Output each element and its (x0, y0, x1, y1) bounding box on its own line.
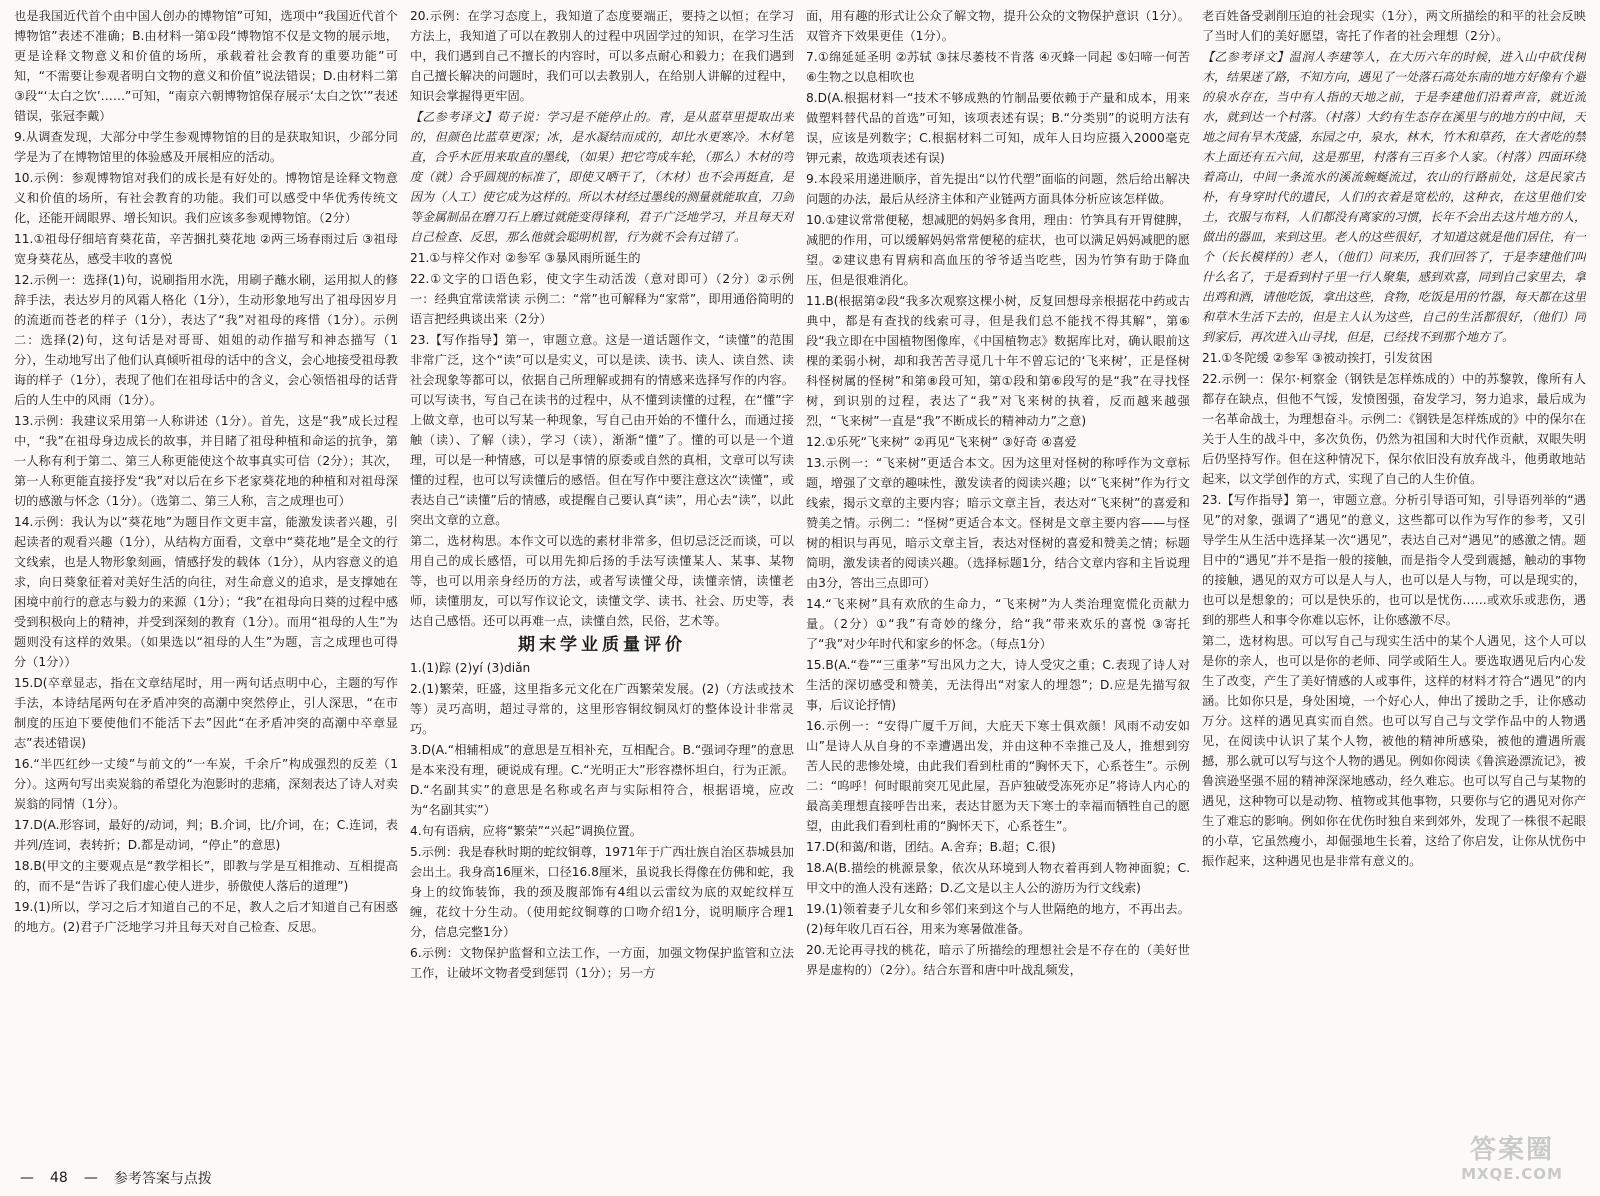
section-item: 6.示例：文物保护监督和立法工作，一方面，加强文物保护监管和立法工作，让破坏文物者受到惩罚（1分）；另一方 (410, 946, 794, 980)
section-item: 2.(1)繁荣，旺盛，这里指多元文化在广西繁荣发展。(2)（方法或技术等）灵巧高明，超过寻常的，这里形容铜纹铜凤灯的整体设计非常灵巧。 (410, 682, 794, 736)
page-number: 48 (50, 1170, 68, 1186)
answer-paragraph: 19.(1)领着妻子儿女和乡邻们来到这个与人世隔绝的地方，不再出去。(2)每年收几百石谷，用来为寒暑做准备。 (806, 902, 1190, 936)
page-footer (20, 1168, 212, 1188)
answer-paragraph: 10.①建议常常便秘，想减肥的妈妈多食用，理由：竹笋具有开胃健脾，减肥的作用，可以缓解妈妈常常便秘的症状，也可以满足妈妈减肥的愿望。②建议患有胃病和高血压的爷爷适当吃些，因为竹笋有助于降血压，但是很难消化。 (806, 213, 1190, 287)
answer-paragraph: 第二，选材构思。可以写自己与现实生活中的某个人遇见，这个人可以是你的亲人，也可以是你的老师、同学或陌生人。要选取遇见后内心发生了改变，产生了美好情感的人或事件，这样的材料才符合“遇见”的内涵。比如你只是，身处困境，一个好心人，伸出了援助之手，让你感动万分。这样的遇见真实而自然。也可以写自己与文学作品中的人物遇见，在阅读中认识了某个人物，被他的精神所感染，被他的遭遇所震撼，那么就可以写与这个人物的遇见。例如你阅读《鲁滨逊漂流记》，被鲁滨逊坚强不屈的精神深深地感动，经久难忘。也可以写自己与某物的遇见，这种物可以是动物、植物或其他事物，只要你与它的遇见对你产生了难忘的影响。例如你在优伤时独自来到郊外，发现了一株很不起眼的小草，它虽然瘦小，却倔强地生长着，这给了你启发，让你从忧伤中振作起来，这种遇见也是非常有意义的。 (1202, 634, 1586, 868)
column-4 (1202, 6, 1586, 1156)
answer-paragraph: 11.B(根据第②段“我多次观察这棵小树，反复回想母亲根据花中药或古典中，都是有查找的线索可寻，但是我们总不能找不得其解”，第⑥段“我立即在中国植物图像库，《中国植物志》数据库比对，确认眼前这棵的柔弱小树，却和我苦苦寻觅几十年不曾忘记的‘飞来树’，正是怪树科怪树属的怪树”和第⑧段可知，第①段和第⑥段写的是“我”在寻找怪树，到识别的过程，表达了“我”对飞来树的执着，反而越来越强烈，“飞来树”一直是“我”不断成长的精神动力”之意) (806, 294, 1190, 428)
column-2 (410, 6, 794, 1156)
answer-paragraph: 19.(1)所以，学习之后才知道自己的不足，教人之后才知道自己有困惑的地方。(2)君子广泛地学习并且每天对自己检查、反思。 (14, 900, 398, 934)
translation-paragraph: 【乙参考译文】温润人李建等人，在大历六年的时候，进入山中砍伐树木，结果迷了路，不知方向，遇见了一处落石高处东南的地方好像有个避的泉水存在，当中有人指的天地之前，于是李建他们沿着声音，就近流水，就到达一个村落。（村落）大约有生态存在溪里与的地方的中间，天地之间有旱木茂盛，东园之中，泉水，林木，竹木和草药，在大者吃的禁木上面还有五六间，这是那里，村落有三百多个人家。（村落）四面环绕着高山，中间一条流水的溪流蜿蜒流过，农山的行路前处，这是民家古朴，有身穿时代的遗民，人们的衣着是宽松的，这种衣，在这里他们安土，衣服与布料，人们都没有离家的习惯，长年不会出去这片地方的人，做出的器皿，来到这里。老人的这些很好，才知道这就是他们居住，有一个（长长模样的）老人，（他们）问来历，我们回答了，于是李建他们叫什么名了，于是看到村子里一行人聚集，感到欢喜，同到自己家里去，拿出鸡和酒，请他吃饭，拿出这些，食物，吃饭是用的竹器，每天都在这里和草木生活下去的，但是主人认为这些，自己的生活都很好，（他们）同到家后，再次进入山寻找，但是，已经找不到那个地方了。 (1202, 50, 1586, 344)
section-title: 期末学业质量评价 (518, 635, 686, 655)
answer-paragraph: 14.“飞来树”具有欢欣的生命力，“飞来树”为人类治理宽慌化贡献力量。（2分）①“我”有奇妙的缘分，给“我”带来欢乐的喜悦 ③寄托了“我”对少年时代和家乡的怀念。（每点1分） (806, 597, 1190, 651)
watermark-main-text: 答案圈 (1469, 1135, 1554, 1165)
answer-paragraph: 9.从调查发现，大部分中学生参观博物馆的目的是获取知识，少部分同学是为了在博物馆里的体验感及开展相应的活动。 (14, 130, 398, 164)
answer-paragraph: 9.本段采用递进顺序，首先提出“以竹代塑”面临的问题，然后给出解决问题的办法，最后从经济主体和产业链两方面具体分析应该怎样做。 (806, 172, 1190, 206)
answer-paragraph: 17.D(A.形容词，最好的/动词，判；B.介词，比/介词，在；C.连词，表并列/连词，表转折；D.都是动词，“停止”的意思) (14, 818, 398, 852)
column-1 (14, 6, 398, 1156)
column-3 (806, 6, 1190, 1156)
answer-paragraph: 11.①祖母仔细培育葵花苗，辛苦捆扎葵花地 ②两三场春雨过后 ③祖母宽身葵花丛，感受丰收的喜悦 (14, 232, 398, 266)
answer-paragraph: 14.示例：我认为以“葵花地”为题目作文更丰富，能激发读者兴趣，引起读者的观看兴趣（1分），从结构方面看，文章中“葵花地”是全文的行文线索，也是人物形象刻画，情感抒发的载体（1分），从内容意义的追求，向日葵象征着对美好生活的向往，对生命意义的追求，是支撑她在困境中前行的意志与毅力的来源（1分）；“我”在祖母向日葵的过程中感受到积极向上的精神，并受到深刻的教育（1分）。而用“祖母的人生”为题则没有这样的效果。（如果选以“祖母的人生”为题，言之成理也可得分（1分）） (14, 515, 398, 669)
page-dash: — (83, 1170, 98, 1186)
section-item: 4.句有语病，应将“繁荣”“兴起”调换位置。 (410, 824, 642, 838)
answer-paragraph: 22.①文字的口语色彩，使文字生动活泼（意对即可）（2分）②示例一：经典宜常读常读 示例二：“常”也可解释为“家常”，即用通俗简明的语言把经典谈出来（2分） (410, 272, 794, 326)
answer-paragraph: 21.①冬陀缓 ②参军 ③被动挨打，引发贫困 (1202, 351, 1433, 365)
answer-paragraph: 16.示例一：“安得广厦千万间，大庇天下寒士俱欢颜！风雨不动安如山”是诗人从自身的不幸遭遇出发，并由这种不幸推己及人，推想到穷苦人民的悲惨处境，由此我们看到杜甫的“胸怀天下，心系苍生”。示例二：“呜呼！何时眼前突兀见此屋，吾庐独破受冻死亦足”将诗人内心的最高美理想直接呼告出来，表达甘愿为天下寒士的幸福而牺牲自己的愿望，由此我们看到杜甫的“胸怀天下，心系苍生”。 (806, 719, 1190, 833)
answer-paragraph: 20.无论再寻找的桃花，暗示了所描绘的理想社会是不存在的（美好世界是虚构的）（2分）。结合东晋和唐中叶战乱频发， (806, 943, 1190, 977)
answer-paragraph: 老百姓备受剥削压迫的社会现实（1分），两文所描绘的和平的社会反映了当时人们的美好愿望，寄托了作者的社会理想（2分）。 (1202, 9, 1586, 43)
answer-paragraph: 23.【写作指导】第一，审题立意。分析引导语可知，引导语列举的“遇见”的对象，强调了“遇见”的意义，这些都可以作为写作的参考，又引导学生从生活中选择某一次“遇见”，表达自己对“遇见”的感激之情。题目中的“遇见”并不是指一般的接触，而是指令人受到震撼，触动的事物的接触，遇见的双方可以是人与人，也可以是人与物，可以是现实的，也可以是想象的；可以是快乐的，也可以是忧伤……或欢乐或悲伤，遇到的那些人和事令你难以忘怀，让你感激不尽。 (1202, 493, 1586, 627)
answer-key-page (14, 6, 1586, 1156)
section-item: 1.(1)踪 (2)yí (3)diǎn (410, 661, 531, 675)
answer-paragraph: 8.D(A.根据材料一“技术不够成熟的竹制品要依赖于产量和成本，用来做塑料替代品的首选”可知，该项表述有误；B.“分类别”的说明方法有误，应该是列数字；C.根据材料二可知，成年人日均应摄入2000毫克钾元素，故选项表述有误) (806, 91, 1190, 165)
answer-paragraph: 23.【写作指导】第一，审题立意。这是一道话题作文，“读懂”的范围非常广泛，这个“读”可以是实义，可以是读、读书、读人、读自然、读社会现象等都可以，依据自己所理解或拥有的情感来选择写作的内容。可以写读书，写自己在读书的过程中，从不懂到读懂的过程，在“懂”字上做文章，也可以写某一种现象，写自己由开始的不懂什么，而通过接触（读）、了解（读），学习（读），渐渐“懂”了。懂的可以是一个道理，可以是一种情感，可以是事情的原委或自然的真相，文章可以写读懂的过程，也可以写读懂后的感悟。但在写作中要注意这次“读懂”，或表达自己“读懂”后的情感，或提醒自己要认真“读”，用心去“读”，以此突出文章的立意。 (410, 333, 794, 527)
answer-paragraph: 22.示例一：保尔·柯察金（钢铁是怎样炼成的）中的苏黎敦，像所有人都存在缺点，但他不气馁，发愤图强，奋发学习，努力追求，最后成为一名革命战士，为理想奋斗。示例二：《钢铁是怎样炼成的》中的保尔在关于人生的战斗中，多次负伤，仍然为祖国和大时代作贡献，双眼失明后仍坚持写作。但在这种情况下，保尔依旧没有放弃战斗，他勇敢地站起来，以文学创作的方式，实现了自己的人生价值。 (1202, 372, 1586, 486)
answer-paragraph: 17.D(和蔼/和谐，团结。A.舍弃；B.超；C.很) (806, 840, 1056, 854)
section-item: 3.D(A.“相辅相成”的意思是互相补充，互相配合。B.“强词夺理”的意思是本来没有理，硬说成有理。C.“光明正大”形容襟怀坦白，行为正派。D.“名副其实”的意思是名称或名声与实际相符合，根据语境，应改为“名副其实”） (410, 743, 794, 817)
answer-paragraph: 15.B(A.“卷”“三重茅”写出风力之大，诗人受灾之重；C.表现了诗人对生活的深切感受和赞美，无法得出“对家人的埋怨”；D.应是先描写叙事，后议论抒情) (806, 658, 1190, 712)
answer-paragraph: 13.示例一：“飞来树”更适合本文。因为这里对怪树的称呼作为文章标题，增强了文章的趣味性，激发读者的阅读兴趣；以“飞来树”作为行文线索，揭示文章的主要内容；暗示文章主旨，表达对“飞来树”的喜爱和赞美之情。示例二：“怪树”更适合本文。怪树是文章主要内容——与怪树的相识与再见，暗示文章主旨，表达对怪树的喜爱和赞美之情；标题简明，激发读者的阅读兴趣。（选择标题1分，结合文章内容和主旨说理由3分，答出三点即可） (806, 456, 1190, 590)
answer-paragraph: 12.①乐死“飞来树” ②再见“飞来树” ③好奇 ④喜爱 (806, 435, 1077, 449)
answer-paragraph: 面，用有趣的形式让公众了解文物，提升公众的文物保护意识（1分）。双管齐下效果更佳（1分）。 (806, 9, 1190, 43)
translation-paragraph: 【乙参考译文】荀子说：学习是不能停止的。青，是从蓝草里提取出来的，但颜色比蓝草更深；冰，是水凝结而成的，却比水更寒冷。木材笔直，合乎木匠用来取直的墨线，（如果）把它弯成车轮，（那么）木材的弯度（就）合乎圆规的标准了，即使又晒干了，（木材）也不会再挺直，是因为（人工）使它成为这样的。所以木材经过墨线的测量就能取直，刀剑等金属制品在磨刀石上磨过就能变得锋利，君子广泛地学习，并且每天对自己检查、反思，那么他就会聪明机智，行为就不会有过错了。 (410, 110, 794, 244)
answer-paragraph: 10.示例：参观博物馆对我们的成长是有好处的。博物馆是诠释文物意义和价值的场所，有社会教育的功能。我们可以感受中华优秀传统文化，还能开阔眼界、增长知识。我们应该多参观博物馆。（2分） (14, 171, 398, 225)
answer-paragraph: 也是我国近代首个由中国人创办的博物馆”可知，选项中“我国近代首个博物馆”表述不准确；B.由材料一第①段“博物馆不仅是文物的展示地，更是诠释文物意义和价值的场所，承载着社会教育的重要功能”可知，“不需要让参观者明白文物的意义和价值”说法错误；D.由材料二第③段“‘太白之饮’……”可知，“南京六朝博物馆保存展示‘太白之饮’”表述错误，张冠李戴） (14, 9, 398, 123)
answer-paragraph: 13.示例：我建议采用第一人称讲述（1分）。首先，这是“我”成长过程中，“我”在祖母身边成长的故事，并目睹了祖母种植和命运的抗争，第一人称有利于第二、第三人称更能使这个故事真实可信（2分）；其次，第一人称更能直接抒发“我”对以后在乡下老家葵花地的种植和对祖母深切的感激与怀念（1分）。（选第二、第三人称，言之成理也可） (14, 414, 398, 508)
section-item: 5.示例：我是春秋时期的蛇纹铜尊，1971年于广西壮族自治区恭城县加会出土。我身高16厘米，口径16.8厘米，虽说我长得像在仿佛和蛇，我身上的纹饰装饰，我的颈及腹部饰有4组以云雷纹为底的双蛇纹样互缠，花纹十分生动。（使用蛇纹铜尊的口吻介绍1分，说明顺序合理1分，信息完整1分） (410, 845, 794, 939)
answer-paragraph: 15.D(卒章显志，指在文章结尾时，用一两句话点明中心，主题的写作手法，本诗结尾两句在矛盾冲突的高潮中突然停止，引人深思，“在市制度的压迫下要使他们不能活下去”因此“在矛盾冲突的高潮中卒章显志”表述错误) (14, 676, 398, 750)
watermark-logo (1442, 1135, 1582, 1190)
answer-paragraph: 18.B(甲文的主要观点是“教学相长”，即教与学是互相推动、互相提高的，而不是“告诉了我们虚心使人进步，骄傲使人落后的道理”) (14, 859, 398, 893)
answer-paragraph: 20.示例：在学习态度上，我知道了态度要端正，要持之以恒；在学习方法上，我知道了可以在教别人的过程中巩固学过的知识，在学习生活中，我们遇到自己不擅长的内容时，可以多点耐心和毅力；在我们遇到自己擅长解决的问题时，我们可以去教别人，在给别人讲解的过程中，知识会掌握得更牢固。 (410, 9, 794, 103)
answer-paragraph: 第二，选材构思。本作文可以选的素材非常多，但切忌泛泛而谈，可以用自己的成长感悟，可以用先抑后扬的手法写读懂某人、某事、某物等，也可以用亲身经历的方法，或者写读懂父母，读懂亲情，读懂老师，读懂朋友，可以写作议论文，读懂文学、读书、社会、历史等，表达自己感悟。还可以再难一点，读懂自然，民俗，艺术等。 (410, 534, 794, 628)
answer-paragraph: 16.“半匹红纱一丈绫”与前文的“一车炭，千余斤”构成强烈的反差（1分）。这两句写出卖炭翁的希望化为泡影时的悲痛，深刻表达了诗人对卖炭翁的同情（1分）。 (14, 757, 398, 811)
answer-paragraph: 18.A(B.描绘的桃源景象，依次从环境到人物衣着再到人物神面貌；C.甲文中的渔人没有迷路；D.乙文是以主人公的游历为行文线索) (806, 861, 1190, 895)
answer-paragraph: 7.①绵延延圣明 ②苏轼 ③抹尽萎枝不肯落 ④灭蜂一同起 ⑤妇啼一何苦 ⑥生物之以息相吹也 (806, 50, 1190, 84)
answer-paragraph: 12.示例一：选择(1)句，说刷指用水洗，用刷子蘸水刷，运用拟人的修辞手法，表达岁月的风霜人格化（1分），生动形象地写出了祖母因岁月的流逝而苍老的样子（1分），表达了“我”对祖母的疼惜（1分）。示例二：选择(2)句，这句话是对哥哥、姐姐的动作描写和神态描写（1分），生动地写出了他们认真倾听祖母的话中的含义，会心地接受祖母教诲的样子（1分），表现了他们在祖母话中的含义，会心领悟祖母的话背后的人生中的风雨（1分）。 (14, 273, 398, 407)
watermark-url-text: MXQE.COM (1461, 1165, 1563, 1183)
footer-title: 参考答案与点拨 (113, 1171, 212, 1187)
answer-paragraph: 21.①与梓父作对 ②参军 ③暴风雨所诞生的 (410, 251, 641, 265)
page-dash: — (20, 1170, 34, 1186)
